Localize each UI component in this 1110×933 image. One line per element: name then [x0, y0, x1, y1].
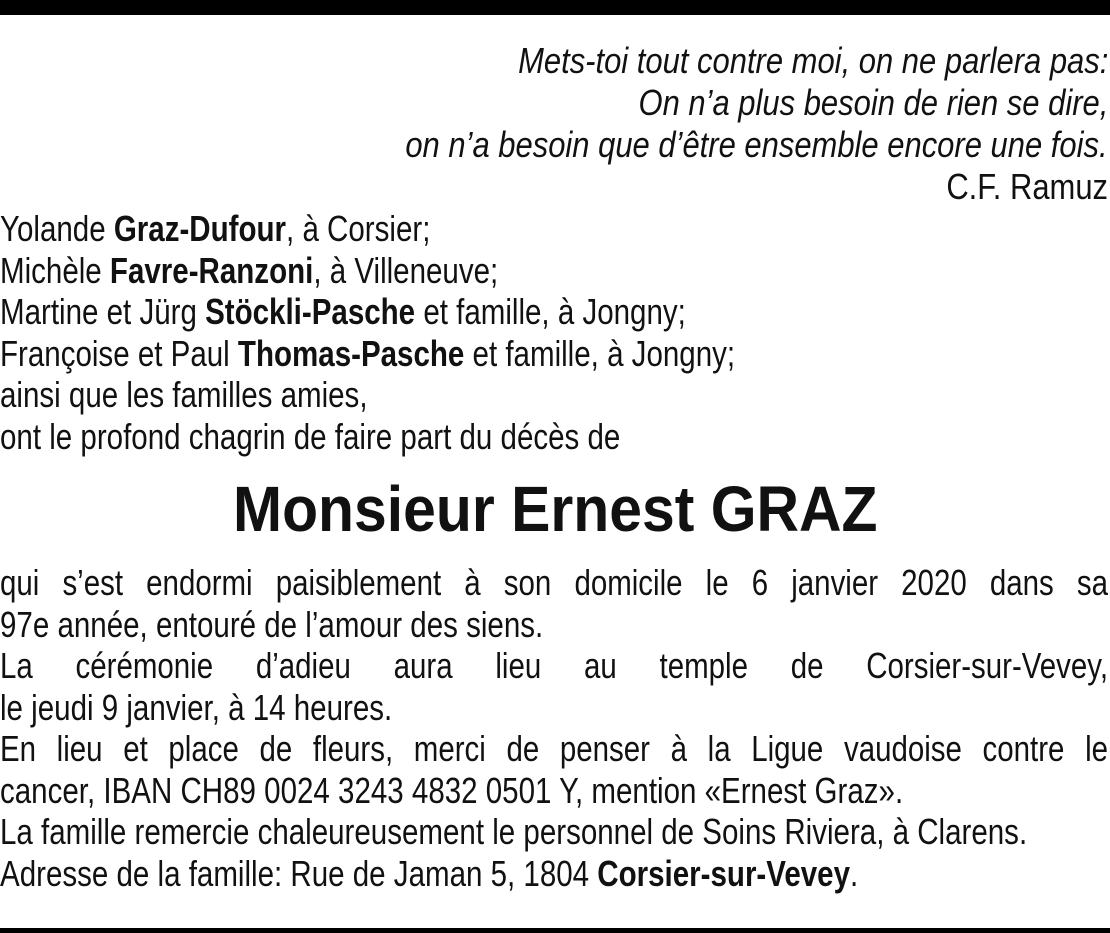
family-address: Adresse de la famille: Rue de Jaman 5, 1804 Corsier-sur-Vevey.: [0, 852, 859, 894]
bottom-rule: [0, 928, 1110, 933]
epigraph-quote: [8, 40, 1108, 208]
body-line: qui s’est endormi paisiblement à son domicile le 6 janvier 2020 dans sa: [0, 562, 1108, 603]
notice-body: [0, 562, 1110, 894]
body-line: En lieu et place de fleurs, merci de penser à la Ligue vaudoise contre le: [0, 728, 1108, 769]
quote-line: on n’a besoin que d’être ensemble encore une fois.: [405, 124, 1108, 165]
quote-line: Mets-toi tout contre moi, on ne parlera pas:: [517, 40, 1108, 81]
body-line: La cérémonie d’adieu aura lieu au temple de Corsier-sur-Vevey,: [0, 645, 1108, 686]
announcement-line: ont le profond chagrin de faire part du décès de: [0, 415, 621, 457]
quote-author: C.F. Ramuz: [946, 166, 1108, 207]
body-line: La famille remercie chaleureusement le personnel de Soins Riviera, à Clarens.: [0, 811, 1028, 852]
family-list: [0, 208, 1110, 457]
top-rule: [0, 0, 1110, 15]
body-line: cancer, IBAN CH89 0024 3243 4832 0501 Y, mention «Ernest Graz».: [0, 769, 904, 811]
body-line: le jeudi 9 janvier, à 14 heures.: [0, 686, 393, 728]
deceased-name: Monsieur Ernest GRAZ: [232, 473, 878, 545]
family-line: Martine et Jürg Stöckli-Pasche et famille, à Jongny;: [0, 291, 686, 332]
body-line: 97e année, entouré de l’amour des siens.: [0, 603, 544, 645]
quote-line: On n’a plus besoin de rien se dire,: [638, 82, 1108, 123]
family-line: Michèle Favre-Ranzoni, à Villeneuve;: [0, 249, 499, 291]
family-line: Françoise et Paul Thomas-Pasche et famille, à Jongny;: [0, 332, 736, 374]
family-line: Yolande Graz-Dufour, à Corsier;: [0, 208, 431, 249]
family-line: ainsi que les familles amies,: [0, 374, 368, 415]
